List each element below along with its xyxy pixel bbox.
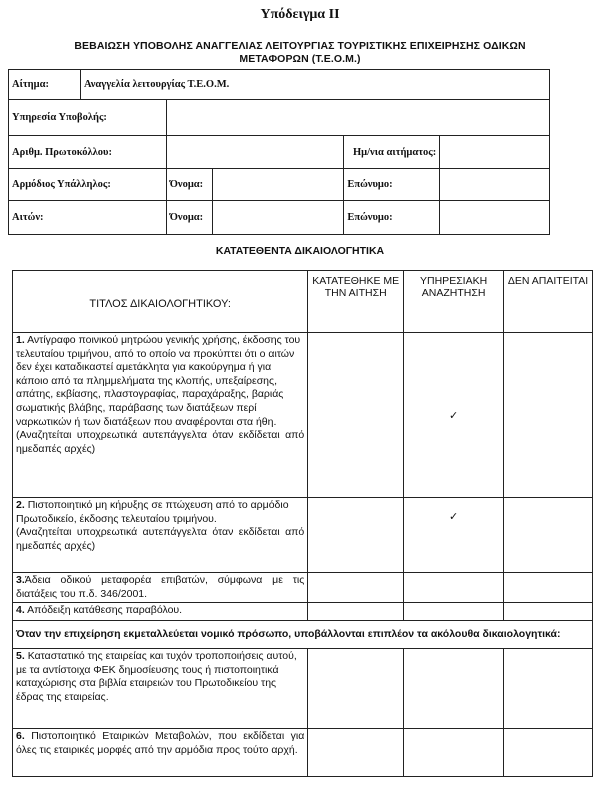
documents-table: [12, 270, 593, 777]
officer-last-name-value[interactable]: [440, 169, 550, 201]
document-1-cell: [13, 333, 308, 498]
check-mark-icon: ✓: [449, 511, 459, 523]
column-header-service-search: ΥΠΗΡΕΣΙΑΚΗ ΑΝΑΖΗΤΗΣΗ: [404, 271, 504, 333]
document-row: [13, 498, 593, 573]
officer-row: [9, 169, 550, 201]
protocol-value[interactable]: [166, 136, 344, 169]
request-value: Αναγγελία λειτουργίας Τ.Ε.Ο.Μ.: [80, 70, 549, 100]
document-3-number: 3.: [16, 574, 25, 586]
document-4-description: Απόδειξη κατάθεσης παραβόλου.: [27, 604, 183, 617]
document-row: [13, 603, 593, 621]
document-1-number: 1.: [16, 334, 25, 346]
document-6-cell: [13, 729, 308, 777]
document-1-service-search-cell[interactable]: [404, 333, 504, 498]
document-5-submitted-cell[interactable]: [308, 649, 404, 729]
column-header-title: ΤΙΤΛΟΣ ΔΙΚΑΙΟΛΟΓΗΤΙΚΟΥ:: [13, 271, 308, 333]
document-4-submitted-cell[interactable]: [308, 603, 404, 621]
documents-header-row: [13, 271, 593, 333]
applicant-first-name-label: Όνομα:: [166, 201, 212, 235]
document-2-note: (Αναζητείται υποχρεωτικά αυτεπάγγελτα όταν εκδίδεται από ημεδαπές αρχές): [16, 526, 305, 552]
document-4-cell: [13, 603, 308, 621]
service-value[interactable]: [166, 100, 549, 136]
document-4-service-search-cell[interactable]: [404, 603, 504, 621]
applicant-row: [9, 201, 550, 235]
applicant-label: Αιτών:: [9, 201, 167, 235]
legal-entity-row: [13, 621, 593, 649]
form-heading-line-2: ΜΕΤΑΦΟΡΩΝ (Τ.Ε.Ο.Μ.): [239, 53, 361, 65]
document-6-description: Πιστοποιητικό Εταιρικών Μεταβολών, που εκδίδεται για όλες τις εταιρικές μορφές από την αρμόδια προς τούτο αρχή.: [16, 730, 305, 756]
document-5-number: 5.: [16, 650, 25, 663]
officer-first-name-value[interactable]: [212, 169, 344, 201]
officer-last-name-label: Επώνυμο:: [344, 169, 440, 201]
document-3-not-required-cell[interactable]: [504, 573, 593, 603]
document-5-not-required-cell[interactable]: [504, 649, 593, 729]
protocol-row: [9, 136, 550, 169]
date-label: Ημ/νια αιτήματος:: [344, 136, 440, 169]
document-2-service-search-cell[interactable]: [404, 498, 504, 573]
document-1-not-required-cell[interactable]: [504, 333, 593, 498]
document-row: [13, 333, 593, 498]
column-header-submitted: ΚΑΤΑΤΕΘΗΚΕ ΜΕ ΤΗΝ ΑΙΤΗΣΗ: [308, 271, 404, 333]
document-5-service-search-cell[interactable]: [404, 649, 504, 729]
document-3-service-search-cell[interactable]: [404, 573, 504, 603]
document-4-number: 4.: [16, 604, 25, 617]
form-heading-line-1: ΒΕΒΑΙΩΣΗ ΥΠΟΒΟΛΗΣ ΑΝΑΓΓΕΛΙΑΣ ΛΕΙΤΟΥΡΓΙΑΣ ΤΟΥΡΙΣΤΙΚΗΣ ΕΠΙΧΕΙΡΗΣΗΣ ΟΔΙΚΩΝ: [74, 40, 526, 52]
document-6-service-search-cell[interactable]: [404, 729, 504, 777]
request-row: [9, 70, 550, 100]
service-label: Υπηρεσία Υποβολής:: [9, 100, 167, 136]
document-5-cell: [13, 649, 308, 729]
document-6-not-required-cell[interactable]: [504, 729, 593, 777]
document-title: Υπόδειγμα ΙΙ: [260, 7, 340, 22]
document-2-text: [16, 499, 304, 526]
document-2-number: 2.: [16, 499, 25, 511]
applicant-last-name-value[interactable]: [440, 201, 550, 235]
form-heading: [40, 40, 560, 66]
check-mark-icon: ✓: [449, 409, 459, 422]
legal-entity-note: Όταν την επιχείρηση εκμεταλλεύεται νομικό πρόσωπο, υποβάλλονται επιπλέον τα ακόλουθα δικαιολογητικά:: [13, 621, 593, 649]
document-3-submitted-cell[interactable]: [308, 573, 404, 603]
applicant-first-name-value[interactable]: [212, 201, 344, 235]
officer-first-name-label: Όνομα:: [166, 169, 212, 201]
document-1-note: (Αναζητείται υποχρεωτικά αυτεπάγγελτα όταν εκδίδεται από ημεδαπές αρχές): [16, 429, 305, 455]
document-1-description: Αντίγραφο ποινικού μητρώου γενικής χρήσης, έκδοσης του τελευταίου τριμήνου, από το οποίο να προκύπτει ότι ο αιτών δεν έχει καταδικαστεί αμετάκλητα για κακούργημα ή για κάποιο από τα πλημμελήματα της κλοπής, υπεξαίρεσης, απάτης, εκβίασης, πλαστογραφίας, παραχάραξης, βαριάς σωματικής βλάβης, παράβασης των διατάξεων περί ναρκωτικών ή των διατάξεων που αναφέρονται στα ήθη.: [16, 334, 301, 428]
request-info-table: [8, 69, 550, 235]
document-1-text: [16, 334, 304, 429]
document-2-description: Πιστοποιητικό μη κήρυξης σε πτώχευση από το αρμόδιο Πρωτοδικείο, έκδοσης τελευταίου τριμήνου.: [16, 499, 289, 525]
protocol-label: Αριθμ. Πρωτοκόλλου:: [9, 136, 167, 169]
document-2-not-required-cell[interactable]: [504, 498, 593, 573]
document-6-number: 6.: [16, 730, 25, 743]
service-row: [9, 100, 550, 136]
document-row: [13, 729, 593, 777]
document-5-description: Καταστατικό της εταιρείας και τυχόν τροποποιήσεις αυτού, με τα αντίστοιχα ΦΕΚ δημοσίευσης τους ή πιστοποιητικά καταχώρισης στα βιβλία εταιρειών του Πρωτοδικείου της έδρας της εταιρείας.: [16, 650, 297, 703]
date-value[interactable]: [440, 136, 550, 169]
document-2-submitted-cell[interactable]: [308, 498, 404, 573]
document-row: [13, 573, 593, 603]
document-4-not-required-cell[interactable]: [504, 603, 593, 621]
column-header-not-required: ΔΕΝ ΑΠΑΙΤΕΙΤΑΙ: [504, 271, 593, 333]
request-label: Αίτημα:: [9, 70, 81, 100]
document-3-description: Άδεια οδικού μεταφορέα επιβατών, σύμφωνα με τις διατάξεις του π.δ. 346/2001.: [16, 574, 305, 600]
officer-label: Αρμόδιος Υπάλληλος:: [9, 169, 167, 201]
document-6-submitted-cell[interactable]: [308, 729, 404, 777]
document-row: [13, 649, 593, 729]
applicant-last-name-label: Επώνυμο:: [344, 201, 440, 235]
document-3-cell: [13, 573, 308, 603]
document-1-submitted-cell[interactable]: [308, 333, 404, 498]
section-title: ΚΑΤΑΤΕΘΕΝΤΑ ΔΙΚΑΙΟΛΟΓΗΤΙΚΑ: [215, 245, 385, 257]
document-2-cell: [13, 498, 308, 573]
